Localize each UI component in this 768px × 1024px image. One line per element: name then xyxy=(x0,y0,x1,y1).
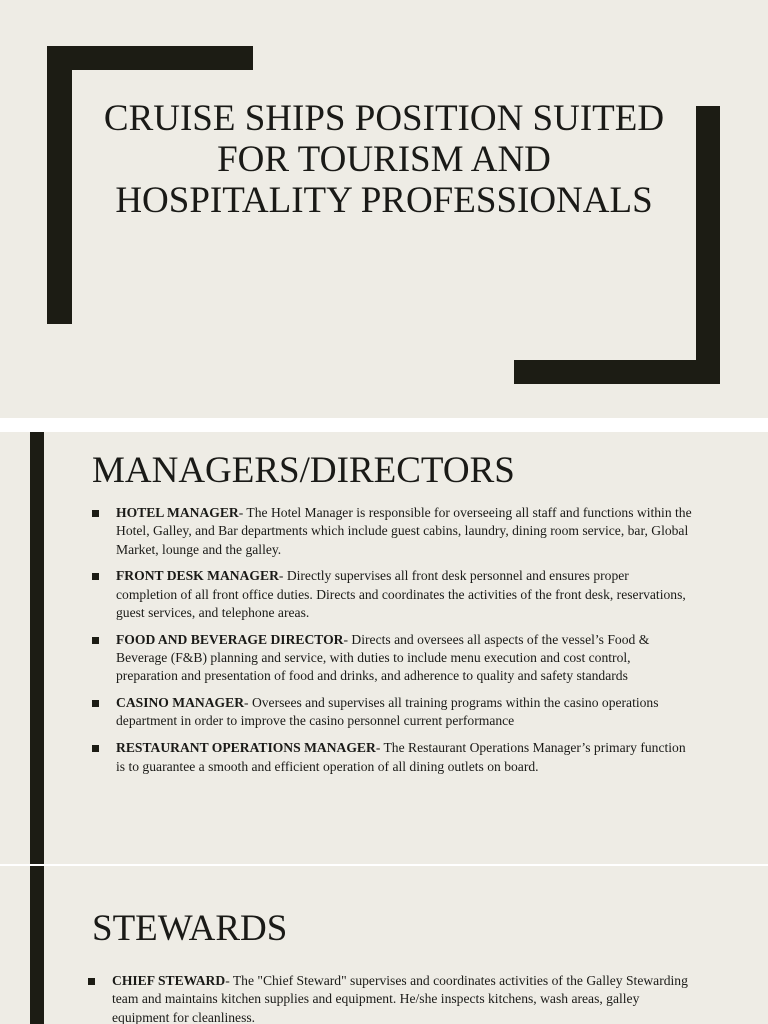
frame-left-bar xyxy=(47,46,72,324)
list-item xyxy=(92,631,692,686)
slide-heading: STEWARDS xyxy=(92,908,288,949)
list-item xyxy=(92,694,692,731)
title-slide xyxy=(0,0,768,418)
list-item xyxy=(92,739,692,776)
list-item xyxy=(88,972,688,1024)
frame-bottom-bar xyxy=(514,360,720,384)
position-list xyxy=(88,972,688,1024)
stewards-slide xyxy=(0,866,768,1024)
managers-slide xyxy=(0,432,768,864)
slide-heading: MANAGERS/DIRECTORS xyxy=(92,450,515,491)
position-title: CHIEF STEWARD xyxy=(112,973,226,988)
position-description: - Oversees and supervises all training programs within the casino operations department in order to improve the casino personnel current performance xyxy=(116,695,659,729)
slide-accent-bar xyxy=(30,866,44,1024)
frame-top-bar xyxy=(47,46,253,70)
square-bullet-icon xyxy=(92,700,99,707)
list-item xyxy=(92,567,692,622)
square-bullet-icon xyxy=(88,978,95,985)
position-description: - The Restaurant Operations Manager’s primary function is to guarantee a smooth and efficient operation of all dining outlets on board. xyxy=(116,740,686,774)
position-list xyxy=(92,504,692,784)
square-bullet-icon xyxy=(92,510,99,517)
position-title: RESTAURANT OPERATIONS MANAGER xyxy=(116,740,376,756)
position-description: - The "Chief Steward" supervises and coordinates activities of the Galley Stewarding team and maintains kitchen supplies and equipment. He/she inspects kitchens, wash areas, galley equipment for cleanliness. xyxy=(112,973,688,1024)
slide-accent-bar xyxy=(30,432,44,864)
position-title: FRONT DESK MANAGER xyxy=(116,568,279,584)
position-description: - Directs and oversees all aspects of the vessel’s Food & Beverage (F&B) planning and service, with duties to include menu execution and cost control, preparation and presentation of food and drinks, and adherence to quality and safety standards xyxy=(116,631,650,684)
square-bullet-icon xyxy=(92,637,99,644)
position-description: - The Hotel Manager is responsible for overseeing all staff and functions within the Hotel, Galley, and Bar departments which include guest cabins, laundry, dining room service, bar, Global Market, lounge and the galley. xyxy=(116,505,692,557)
slide-title: CRUISE SHIPS POSITION SUITED FOR TOURISM AND HOSPITALITY PROFESSIONALS xyxy=(103,98,665,221)
square-bullet-icon xyxy=(92,745,99,752)
position-title: CASINO MANAGER xyxy=(116,695,245,711)
position-description: - Directly supervises all front desk personnel and ensures proper completion of all front office duties. Directs and coordinates the activities of the front desk, reservations, guest services, and telephone areas. xyxy=(116,568,686,620)
list-item xyxy=(92,504,692,559)
position-title: HOTEL MANAGER xyxy=(116,505,239,520)
position-title: FOOD AND BEVERAGE DIRECTOR xyxy=(116,631,344,647)
square-bullet-icon xyxy=(92,573,99,580)
frame-right-bar xyxy=(696,106,720,384)
